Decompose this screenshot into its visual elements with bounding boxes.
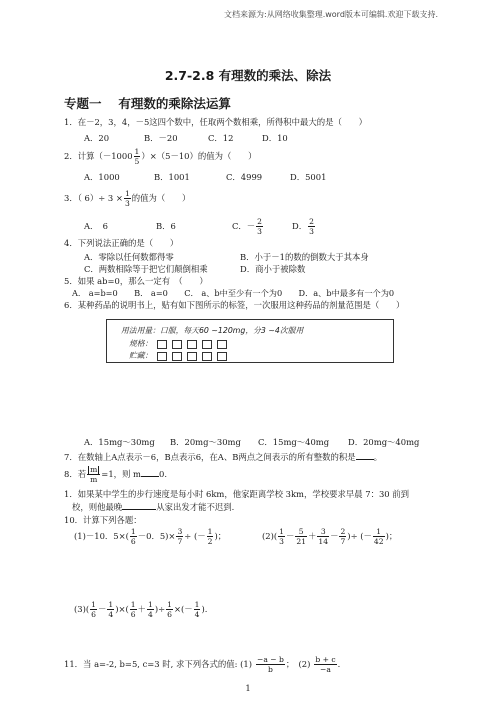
option-c: C．15mg～40mg [258, 437, 330, 447]
question-7 [64, 451, 382, 462]
option-a: A．20 [84, 133, 110, 143]
question-10: 10．计算下列各题： [64, 515, 142, 525]
question-5: 5．如果 ab=0，那么一定有 （ ） [64, 276, 208, 286]
numerator: 2 [340, 527, 346, 536]
numerator: 1 [373, 527, 385, 537]
question-9-line-2 [72, 501, 234, 512]
option-b: B．小于－1的数的倒数大于其本身 [240, 252, 369, 262]
question-11-text: 11．当 a=-2, b=5, c=3 时, 求下列各式的值: (1) [64, 659, 252, 669]
fraction [317, 527, 329, 546]
text: ＋ [137, 604, 146, 614]
box-icon [202, 352, 212, 361]
text: ×(－ [173, 604, 193, 614]
text: － [330, 531, 339, 541]
question-11 [64, 655, 340, 674]
option-d: D．10 [262, 133, 288, 143]
option-d: D．20mg～40mg [348, 437, 420, 447]
option-d: D．商小于被除数 [240, 264, 306, 274]
numerator: 3 [317, 527, 329, 537]
page-title: 2.7-2.8 有理数的乘法、除法 [164, 68, 332, 83]
label-usage: 用法用量：口服，每天60 ~120mg，分3 ~4次服用 [121, 326, 304, 335]
denominator: 2 [207, 537, 213, 546]
denominator: 5 [134, 157, 140, 166]
fraction [130, 600, 137, 619]
question-4-options-row2 [84, 264, 305, 274]
page-number: 1 [245, 683, 251, 693]
numerator: 1 [134, 147, 140, 156]
denominator: 6 [167, 610, 172, 619]
text: )÷ (－ [347, 531, 372, 541]
numerator: 1 [207, 527, 213, 536]
fraction [207, 527, 214, 546]
box-icon [157, 340, 167, 349]
numerator: 1 [130, 600, 136, 609]
question-9-line-1: 1．如果某中学生的步行速度是每小时 6km，他家距离学校 3km，学校要求早晨 7：30 前到 [64, 489, 410, 499]
question-8-text-c: 0. [159, 469, 167, 479]
numerator: 1 [147, 600, 153, 609]
question-11-tail: . [337, 659, 341, 669]
numerator: 2 [257, 217, 263, 226]
text: )； [214, 531, 227, 541]
label-spec-text: 规格： [129, 339, 153, 348]
numerator: 1 [279, 527, 284, 536]
denominator: 6 [130, 610, 136, 619]
option-a: A．零除以任何数都得零 [84, 252, 174, 262]
answer-blank [356, 451, 374, 460]
question-7-tail: 。 [373, 452, 383, 462]
box-icon [217, 352, 227, 361]
denominator: 7 [340, 537, 346, 546]
text: (1)－10．5×( [74, 531, 129, 541]
answer-blank [122, 501, 156, 510]
option-b: B．－20 [144, 133, 178, 143]
numerator: 1 [194, 600, 200, 609]
answer-blank [141, 468, 159, 477]
option-b: B．1001 [154, 172, 190, 182]
fraction [87, 465, 100, 484]
text: － [285, 531, 295, 541]
denominator: 3 [279, 537, 284, 546]
text: (2)( [262, 531, 278, 541]
text: )； [385, 531, 398, 541]
question-11-mid: ； (2) [285, 659, 311, 669]
denominator: 3 [124, 199, 130, 208]
option-a: A． 6 [84, 221, 108, 231]
denominator: −a [320, 665, 331, 674]
question-10-part-1 [74, 527, 226, 546]
numerator: 2 [309, 217, 314, 226]
question-4-options-row1 [84, 252, 369, 262]
page-header-note: 文档来源为:从网络收集整理.word版本可编辑.欢迎下载支持. [224, 10, 438, 19]
fraction [314, 655, 336, 674]
fraction [308, 217, 315, 236]
option-b: B．6 [156, 221, 176, 231]
denominator: 14 [318, 537, 329, 546]
denominator: 3 [309, 227, 314, 236]
question-2 [64, 147, 257, 166]
question-6: 6．某种药品的说明书上，贴有如下图所示的标签，一次服用这种药品的剂量范围是（ ） [64, 300, 405, 310]
text: －0．5)× [137, 531, 176, 541]
question-2-options [84, 172, 326, 182]
option-b: B．20mg～30mg [170, 437, 241, 447]
box-icon [172, 352, 182, 361]
numerator: 1 [167, 600, 172, 609]
fraction [373, 527, 385, 546]
question-3-text-b: 的值为（ ） [131, 193, 191, 203]
question-5-options: A． a=b=0 B． a=0 C． a、b中至少有一个为0 D．a、b中最多有一个为0 [72, 288, 395, 298]
box-icon [202, 340, 212, 349]
fraction [134, 147, 141, 166]
option-c-label: C．－ [232, 221, 256, 231]
fraction [278, 527, 285, 546]
option-c: C．12 [208, 133, 234, 143]
label-spec [129, 338, 227, 349]
question-2-text-b: ）×（5－10）的值为（ ） [141, 151, 257, 161]
question-3-text-a: 3．（ 6）÷ 3 × [64, 193, 123, 203]
numerator: 3 [177, 527, 183, 536]
text: ＋ [308, 531, 317, 541]
option-c: C．两数相除等于把它们颠倒相乘 [84, 264, 208, 274]
question-8 [64, 465, 167, 484]
option-a: A．15mg～30mg [84, 437, 155, 447]
question-3-options [84, 217, 316, 236]
fraction [166, 600, 173, 619]
text: ÷ (－ [184, 531, 206, 541]
fraction [256, 655, 285, 674]
label-storage-text: 贮藏： [129, 351, 153, 360]
numerator: −a − b [256, 655, 284, 664]
box-icon [187, 352, 197, 361]
fraction [176, 527, 183, 546]
text: ). [201, 604, 208, 614]
question-8-text-b: =1，则 m [101, 469, 141, 479]
denominator: 42 [373, 537, 384, 546]
question-10-part-3 [74, 600, 207, 619]
fraction [90, 600, 97, 619]
fraction [339, 527, 346, 546]
option-a: A．1000 [84, 172, 120, 182]
question-6-options [84, 437, 419, 447]
numerator: 1 [108, 600, 114, 609]
option-c [232, 217, 292, 236]
question-7-text: 7．在数轴上A点表示－6，B点表示6，在A、B两点之间表示的所有整数的积是 [64, 452, 356, 462]
numerator [87, 465, 100, 475]
denominator: m [90, 475, 98, 484]
topic-heading: 专题一 有理数的乘除法运算 [64, 96, 231, 111]
numerator: 1 [124, 189, 130, 198]
question-9-text-a: 校，则他最晚 [72, 502, 123, 512]
question-1-options [84, 133, 288, 143]
fraction [295, 527, 307, 546]
fraction [256, 217, 263, 236]
option-d: D．5001 [290, 172, 327, 182]
question-1: 1．在－2，3，4，－5这四个数中，任取两个数相乘，所得积中最大的是（ ） [64, 117, 368, 127]
text: － [97, 604, 107, 614]
option-d [292, 217, 316, 236]
fraction [147, 600, 154, 619]
box-icon [217, 340, 227, 349]
absolute-value: m [90, 465, 98, 474]
fraction [130, 527, 137, 546]
box-icon [157, 352, 167, 361]
question-10-part-2 [262, 527, 397, 546]
fraction [194, 600, 201, 619]
numerator: b + c [315, 655, 336, 664]
option-d-label: D． [292, 221, 308, 231]
question-3 [64, 189, 190, 208]
box-icon [172, 340, 182, 349]
numerator: 1 [130, 527, 136, 536]
option-c: C．4999 [226, 172, 263, 182]
denominator: 4 [194, 610, 200, 619]
denominator: b [268, 665, 273, 674]
text: )÷ [154, 604, 166, 614]
question-2-text-a: 2．计算（－1000 [64, 151, 133, 161]
fraction [124, 189, 131, 208]
numerator: 5 [295, 527, 307, 537]
medicine-label [106, 319, 394, 363]
denominator: 3 [257, 227, 263, 236]
denominator: 4 [147, 610, 153, 619]
numerator: 1 [91, 600, 96, 609]
label-storage [129, 350, 227, 361]
denominator: 6 [91, 610, 96, 619]
text: (3)( [74, 604, 90, 614]
question-8-text-a: 8．若 [64, 469, 87, 479]
text: )×( [115, 604, 129, 614]
box-icon [187, 340, 197, 349]
denominator: 21 [296, 537, 307, 546]
denominator: 4 [108, 610, 114, 619]
question-9-text-b: 从家出发才能不迟到. [156, 502, 235, 512]
denominator: 7 [177, 537, 183, 546]
denominator: 6 [130, 537, 136, 546]
fraction [107, 600, 114, 619]
question-4: 4．下列说法正确的是（ ） [64, 238, 179, 248]
